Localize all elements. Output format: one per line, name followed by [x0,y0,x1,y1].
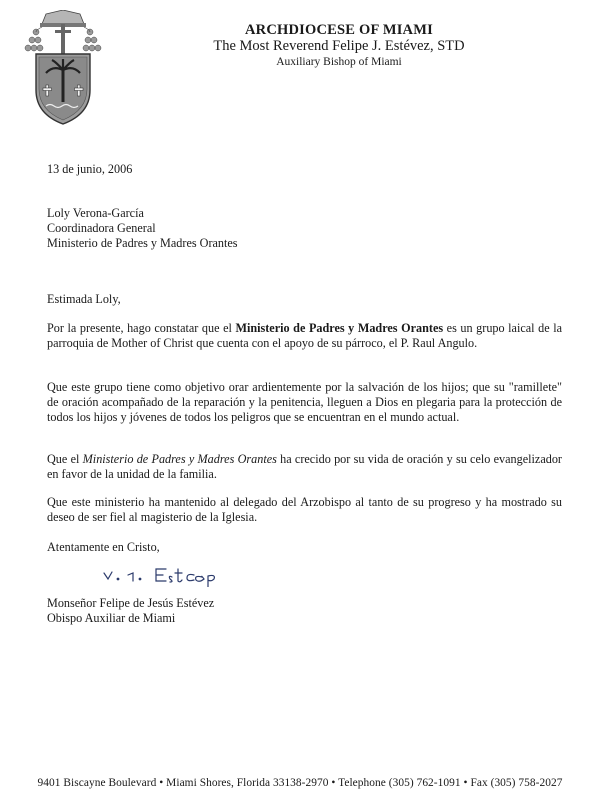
bishop-title: Auxiliary Bishop of Miami [276,56,402,68]
recipient-ministry: Ministerio de Padres y Madres Orantes [47,236,238,251]
letterhead [0,22,600,70]
ministry-name-italic: Ministerio de Padres y Madres Orantes [82,452,277,466]
p3-text-start: Que el [47,452,83,466]
ministry-name-bold: Ministerio de Padres y Madres Orantes [235,321,444,335]
paragraph-3 [47,452,562,482]
signer-block [47,596,562,626]
organization-name: ARCHDIOCESE OF MIAMI [245,22,433,38]
paragraph-4: Que este ministerio ha mantenido al delegado del Arzobispo al tanto de su progreso y ha mostrado su deseo de ser fiel al magisterio de la Iglesia. [47,495,562,525]
letter-date: 13 de junio, 2006 [47,162,133,176]
bishop-name: The Most Reverend Felipe J. Estévez, STD [213,38,465,54]
p1-text-end: es un grupo laical de la parroquia de Mother of Christ que cuenta con el apoyo de su párroco, el P. Raul Angulo. [47,321,563,351]
recipient-block [47,206,562,252]
recipient-role: Coordinadora General [47,221,156,236]
p3-text-end: ha crecido por su vida de oración y su celo evangelizador en favor de la unidad de la familia. [47,452,562,482]
recipient-name: Loly Verona-García [47,206,144,220]
signer-title: Obispo Auxiliar de Miami [47,611,176,626]
p1-text-start: Por la presente, hago constatar que el [47,321,236,335]
signer-name: Monseñor Felipe de Jesús Estévez [47,596,215,610]
salutation: Estimada Loly, [47,292,121,306]
paragraph-2: Que este grupo tiene como objetivo orar ardientemente por la salvación de los hijos; que su "ramillete" de oración acompañado de la reparación y la penitencia, lleguen a Dios en plegaria para la protección de todos los hijos y jóvenes de todos los peligros que se encuentran en el mundo actual. [47,380,562,425]
closing: Atentamente en Cristo, [47,540,160,554]
footer-address: 9401 Biscayne Boulevard • Miami Shores, Florida 33138-2970 • Telephone (305) 762-1091 • Fax (305) 758-2027 [37,777,563,789]
paragraph-1 [47,321,562,351]
handwritten-signature [98,561,268,587]
